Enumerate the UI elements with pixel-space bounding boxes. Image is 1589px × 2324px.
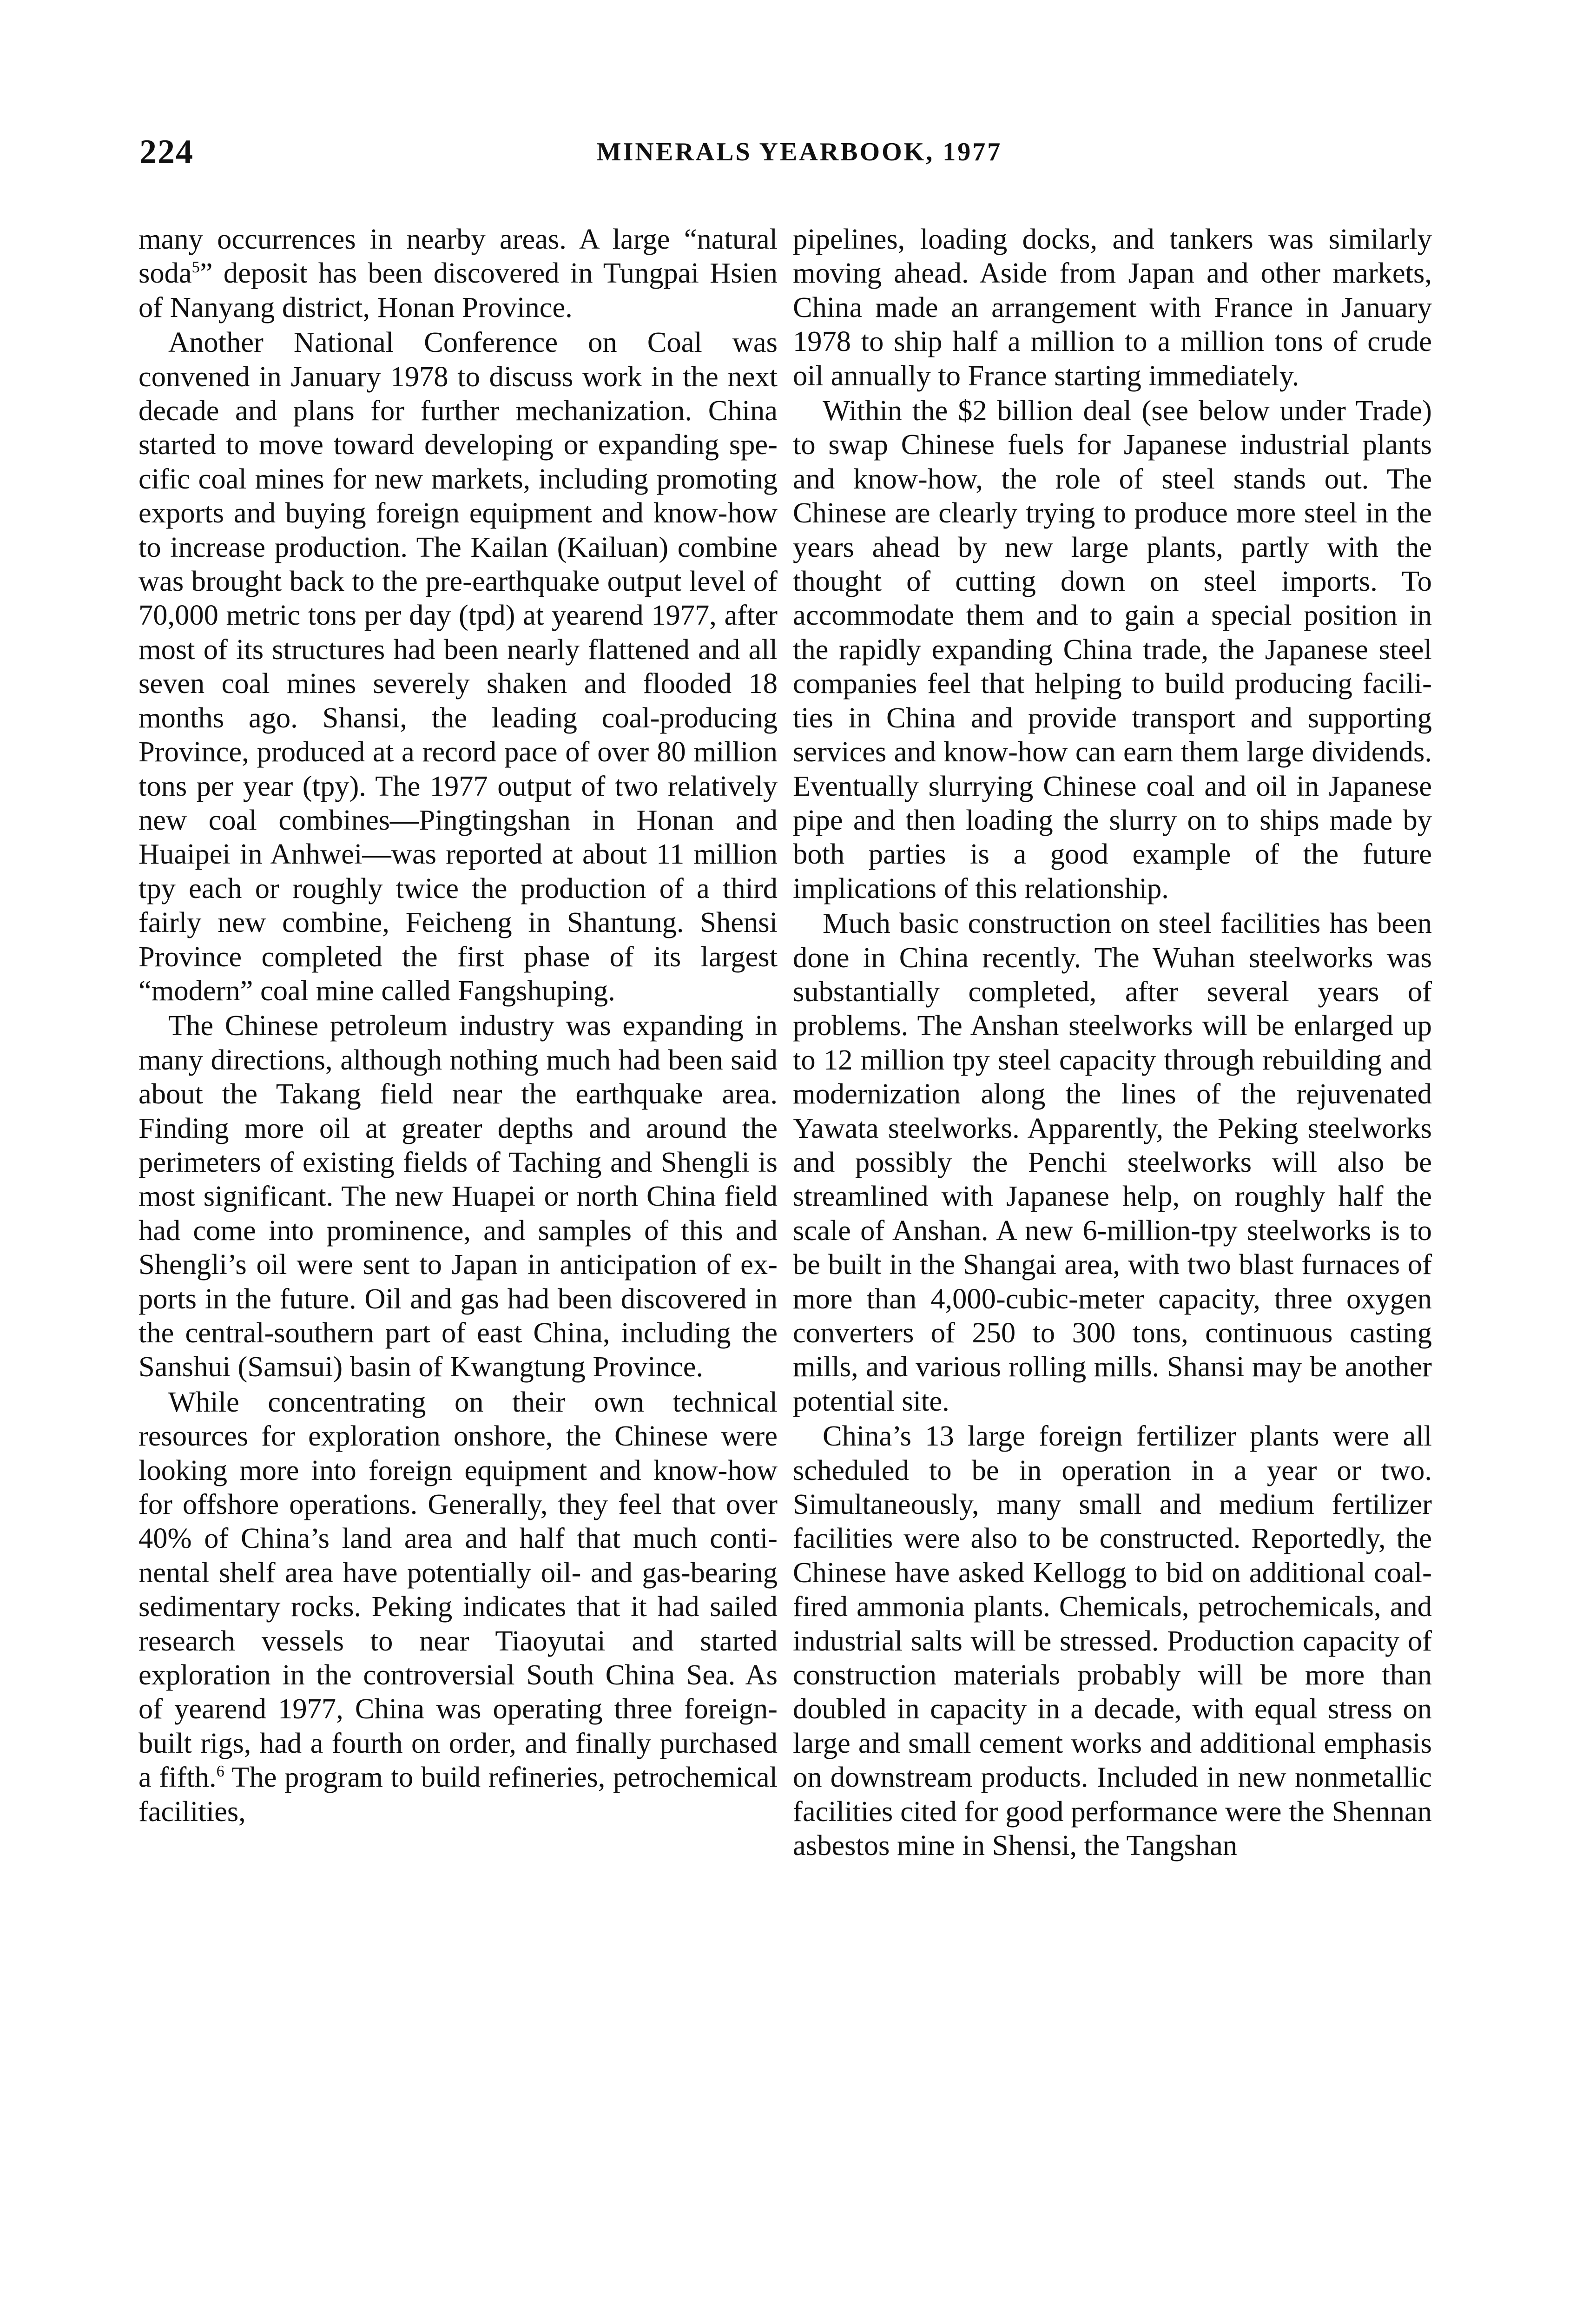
- paragraph-text: While concentrating on their own technical resources for exploration onshore, the Chinese were looking more into foreign equipment and know-how for offshore operations. Generally, they feel that over 40% of China’s land area and half that much continental shelf area have potentially oil- and gas-bearing sedimentary rocks. Peking indicates that it had sailed research vessels to near Tiaoyutai and started exploration in the controversial South China Sea. As of yearend 1977, China was operating three foreign-built rigs, had a fourth on order, and finally purchased a fifth.: [138, 1385, 778, 1794]
- paragraph: China’s 13 large foreign fertilizer plants were all scheduled to be in operation in a year or two. Simultaneously, many small and medium fertilizer facilities were also to be constructed. Reportedly, the Chinese have asked Kellogg to bid on additional coal-fired ammonia plants. Chemicals, petrochemicals, and industrial salts will be stressed. Production capacity of construction materials probably will be more than doubled in capacity in a decade, with equal stress on large and small cement works and additional emphasis on downstream products. Included in new nonmetallic facilities cited for good performance were the Shennan asbestos mine in Shensi, the Tangshan: [793, 1419, 1432, 1862]
- left-column: [138, 222, 778, 1829]
- page-header: [139, 132, 1459, 179]
- paragraph-text: ” deposit has been discovered in Tungpai Hsien of Nanyang district, Honan Province.: [138, 257, 778, 324]
- paragraph: Within the $2 billion deal (see below under Trade) to swap Chinese fuels for Japanese industrial plants and know-how, the role of steel stands out. The Chinese are clearly trying to produce more steel in the years ahead by new large plants, partly with the thought of cutting down on steel imports. To accommodate them and to gain a special position in the rapidly expanding China trade, the Japanese steel companies feel that helping to build producing facilities in China and provide transport and supporting services and know-how can earn them large dividends. Eventually slurrying Chinese coal and oil in Japanese pipe and then loading the slurry on to ships made by both parties is a good example of the future implications of this relationship.: [793, 394, 1432, 905]
- paragraph-text: The program to build refineries, petrochemical facilities,: [138, 1761, 778, 1828]
- footnote-marker: 5: [191, 258, 200, 277]
- right-column: [793, 222, 1432, 1863]
- paragraph: Much basic construction on steel facilities has been done in China recently. The Wuhan steelworks was substantially completed, after several years of problems. The Anshan steelworks will be enlarged up to 12 million tpy steel capacity through rebuilding and modernization along the lines of the rejuvenated Yawata steelworks. Apparently, the Peking steelworks and possibly the Penchi steelworks will also be streamlined with Japanese help, on roughly half the scale of Anshan. A new 6-million-tpy steelworks is to be built in the Shangai area, with two blast furnaces of more than 4,000-cubic-meter capacity, three oxygen converters of 250 to 300 tons, continuous casting mills, and various rolling mills. Shansi may be another potential site.: [793, 907, 1432, 1417]
- paragraph: pipelines, loading docks, and tankers was similarly moving ahead. Aside from Japan and other markets, China made an arrangement with France in January 1978 to ship half a million to a million tons of crude oil annually to France starting immediately.: [793, 223, 1432, 392]
- footnote-marker: 6: [216, 1763, 224, 1781]
- paragraph: The Chinese petroleum industry was expanding in many directions, although nothing much had been said about the Takang field near the earthquake area. Finding more oil at greater depths and around the perimeters of existing fields of Taching and Shengli is most significant. The new Huapei or north China field had come into prominence, and samples of this and Shengli’s oil were sent to Japan in anticipation of exports in the future. Oil and gas had been discovered in the central-southern part of east China, including the Sanshui (Samsui) basin of Kwangtung Province.: [138, 1009, 778, 1383]
- paragraph: Another National Conference on Coal was convened in January 1978 to discuss work in the next decade and plans for further mechanization. China started to move toward developing or expanding specific coal mines for new markets, including promoting exports and buying foreign equipment and know-how to increase production. The Kailan (Kailuan) combine was brought back to the pre-earthquake output level of 70,000 metric tons per day (tpd) at yearend 1977, after most of its structures had been nearly flattened and all seven coal mines severely shaken and flooded 18 months ago. Shansi, the leading coal-producing Province, produced at a record pace of over 80 million tons per year (tpy). The 1977 output of two relatively new coal combines—Pingtingshan in Honan and Huaipei in Anhwei—was reported at about 11 million tpy each or roughly twice the production of a third fairly new combine, Feicheng in Shantung. Shensi Province completed the first phase of its largest “modern” coal mine called Fangshuping.: [138, 326, 778, 1007]
- running-title: MINERALS YEARBOOK, 1977: [596, 138, 1002, 166]
- paragraph: [138, 1385, 778, 1829]
- paragraph-text: many occurrences in nearby areas. A large “natural soda: [138, 223, 778, 290]
- paragraph: [138, 222, 778, 324]
- page-number: 224: [139, 133, 194, 171]
